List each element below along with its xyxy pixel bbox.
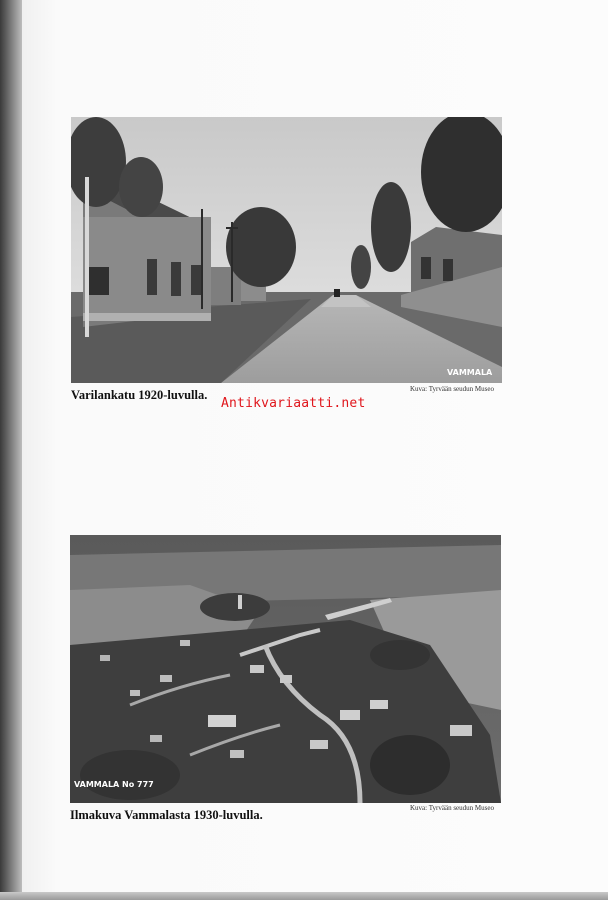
photo-stamp-text: VAMMALA: [447, 368, 493, 377]
street-photo: [71, 117, 502, 383]
caption-aerial-photo: Ilmakuva Vammalasta 1930-luvulla.: [70, 808, 263, 822]
credit-street-photo: Kuva: Tyrvään seudun Museo: [410, 385, 494, 393]
credit-aerial-photo: Kuva: Tyrvään seudun Museo: [410, 804, 494, 812]
caption-street-photo: Varilankatu 1920-luvulla.: [71, 388, 208, 402]
photo-stamp-text: VAMMALA No 777: [74, 780, 154, 789]
watermark: Antikvariaatti.net: [221, 396, 366, 411]
aerial-photo: [70, 535, 501, 803]
book-spine-shadow: [0, 0, 22, 900]
page-bottom-edge: [0, 892, 608, 900]
